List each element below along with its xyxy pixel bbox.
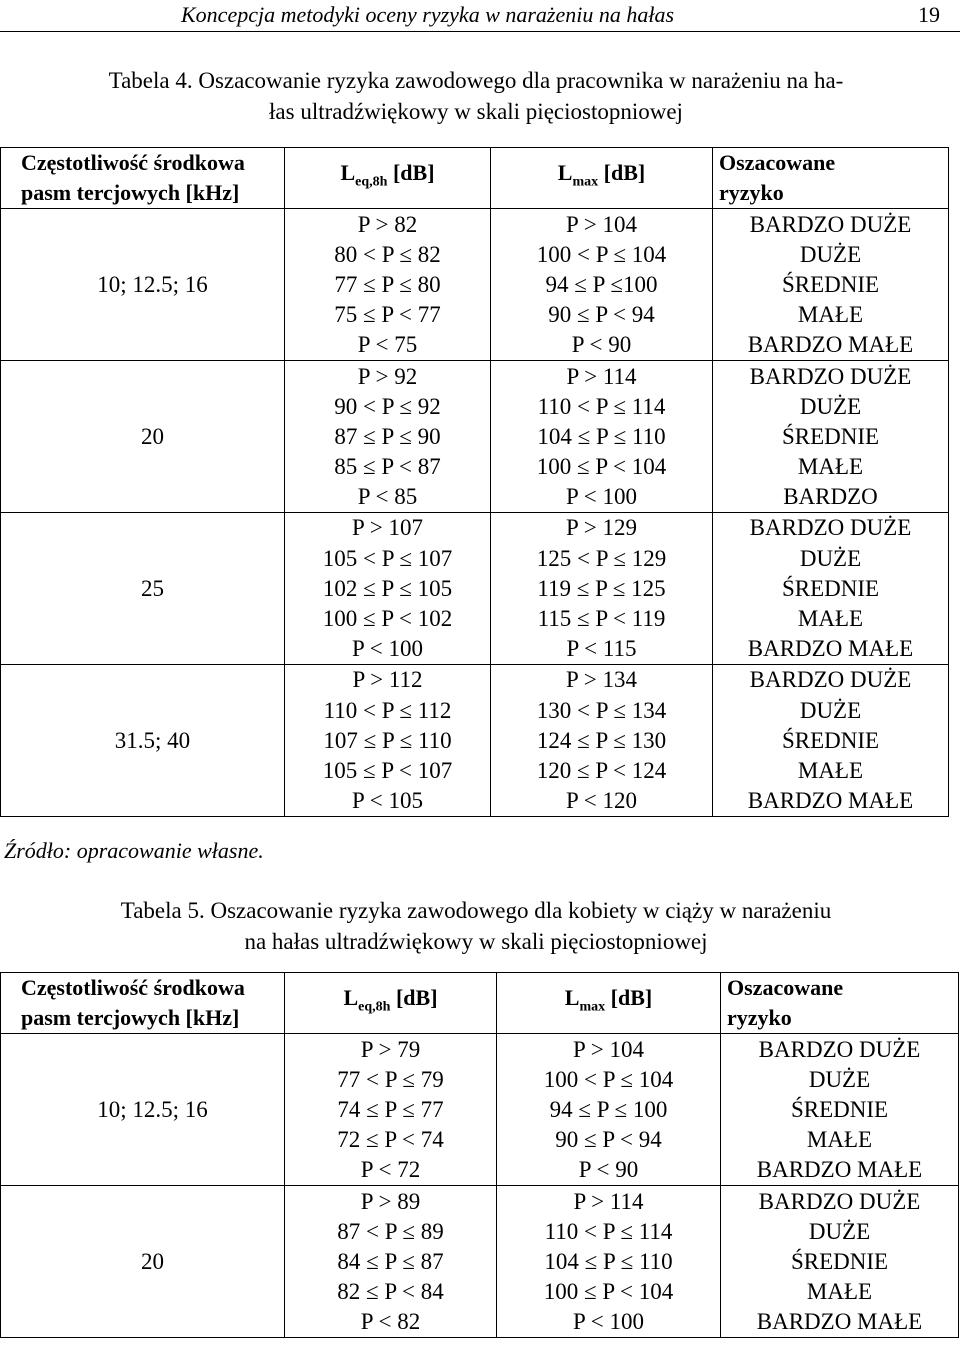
frequency-cell: 20 [1, 360, 285, 512]
header-frequency [1, 973, 285, 1034]
risk-cell: ŚREDNIE [721, 1246, 959, 1276]
header-lmax-subscript: max [579, 999, 606, 1015]
lmax-cell: 110 < P ≤ 114 [491, 391, 713, 421]
running-header [0, 0, 960, 32]
header-lmax-unit: [dB] [598, 160, 646, 186]
leq-cell: 72 ≤ P < 74 [285, 1125, 497, 1155]
lmax-cell: P < 90 [491, 330, 713, 361]
table5 [0, 972, 959, 1338]
risk-cell: DUŻE [721, 1216, 959, 1246]
leq-cell: 105 < P ≤ 107 [285, 543, 491, 573]
leq-cell: 100 ≤ P < 102 [285, 603, 491, 633]
risk-cell: DUŻE [713, 391, 949, 421]
risk-cell: BARDZO MAŁE [713, 330, 949, 361]
leq-cell: P > 107 [285, 512, 491, 543]
leq-cell: P < 75 [285, 330, 491, 361]
lmax-cell: 124 ≤ P ≤ 130 [491, 725, 713, 755]
lmax-cell: 94 ≤ P ≤100 [491, 269, 713, 299]
lmax-cell: P > 114 [491, 360, 713, 391]
lmax-cell: 100 ≤ P < 104 [497, 1277, 721, 1307]
leq-cell: P > 112 [285, 664, 491, 695]
header-frequency-line1: Częstotliwość środkowa [21, 150, 245, 175]
leq-cell: 102 ≤ P ≤ 105 [285, 573, 491, 603]
lmax-cell: P < 120 [491, 786, 713, 817]
table5-body [1, 973, 959, 1338]
risk-cell: MAŁE [713, 452, 949, 482]
lmax-cell: 130 < P ≤ 134 [491, 695, 713, 725]
risk-cell: ŚREDNIE [713, 725, 949, 755]
header-leq [285, 148, 491, 209]
table5-caption-line2: na hałas ultradźwiękowy w skali pięciostopniowej [244, 929, 708, 954]
header-leq-unit: [dB] [387, 160, 435, 186]
header-risk [713, 148, 949, 209]
leq-cell: P < 82 [285, 1307, 497, 1338]
leq-cell: 74 ≤ P ≤ 77 [285, 1094, 497, 1124]
lmax-cell: 120 ≤ P < 124 [491, 755, 713, 785]
header-lmax-symbol: L [564, 985, 580, 1011]
risk-cell: MAŁE [713, 755, 949, 785]
leq-cell: 105 ≤ P < 107 [285, 755, 491, 785]
leq-cell: 75 ≤ P < 77 [285, 300, 491, 330]
table4-body [1, 148, 949, 817]
table5-caption [16, 895, 936, 957]
lmax-cell: 100 < P ≤ 104 [497, 1064, 721, 1094]
header-frequency-line2: pasm tercjowych [kHz] [21, 180, 240, 205]
header-leq-subscript: eq,8h [355, 174, 388, 190]
header-leq-symbol: L [343, 985, 359, 1011]
header-risk [721, 973, 959, 1034]
leq-cell: P > 92 [285, 360, 491, 391]
risk-cell: BARDZO DUŻE [713, 360, 949, 391]
risk-cell: BARDZO MAŁE [721, 1307, 959, 1338]
leq-cell: 84 ≤ P ≤ 87 [285, 1246, 497, 1276]
header-leq [285, 973, 497, 1034]
leq-cell: 107 ≤ P ≤ 110 [285, 725, 491, 755]
page-number: 19 [918, 2, 940, 27]
frequency-cell: 10; 12.5; 16 [1, 209, 285, 361]
risk-cell: DUŻE [721, 1064, 959, 1094]
frequency-cell: 25 [1, 512, 285, 664]
leq-cell: 87 ≤ P ≤ 90 [285, 421, 491, 451]
leq-cell: P < 100 [285, 634, 491, 665]
lmax-cell: P > 104 [491, 209, 713, 240]
risk-cell: ŚREDNIE [713, 573, 949, 603]
risk-cell: DUŻE [713, 695, 949, 725]
risk-cell: ŚREDNIE [721, 1094, 959, 1124]
leq-cell: P > 79 [285, 1034, 497, 1065]
leq-cell: 87 < P ≤ 89 [285, 1216, 497, 1246]
lmax-cell: 125 < P ≤ 129 [491, 543, 713, 573]
frequency-cell: 20 [1, 1185, 285, 1337]
risk-cell: MAŁE [721, 1277, 959, 1307]
risk-cell: MAŁE [713, 603, 949, 633]
leq-cell: 80 < P ≤ 82 [285, 239, 491, 269]
risk-cell: BARDZO MAŁE [713, 786, 949, 817]
lmax-cell: P > 104 [497, 1034, 721, 1065]
leq-cell: P < 85 [285, 482, 491, 513]
table-row [1, 1185, 959, 1216]
risk-cell: MAŁE [713, 300, 949, 330]
risk-cell: BARDZO DUŻE [713, 512, 949, 543]
risk-cell: BARDZO DUŻE [713, 664, 949, 695]
header-risk-line1: Oszacowane [727, 975, 844, 1000]
lmax-cell: P > 134 [491, 664, 713, 695]
table-row [1, 1034, 959, 1065]
lmax-cell: 115 ≤ P < 119 [491, 603, 713, 633]
leq-cell: P < 72 [285, 1155, 497, 1186]
table4-caption-line2: łas ultradźwiękowy w skali pięciostopniowej [269, 99, 683, 124]
lmax-cell: 110 < P ≤ 114 [497, 1216, 721, 1246]
lmax-cell: 104 ≤ P ≤ 110 [491, 421, 713, 451]
lmax-cell: 100 < P ≤ 104 [491, 239, 713, 269]
header-risk-line2: ryzyko [719, 180, 784, 205]
lmax-cell: 90 ≤ P < 94 [491, 300, 713, 330]
risk-cell: DUŻE [713, 543, 949, 573]
risk-cell: BARDZO DUŻE [713, 209, 949, 240]
table4 [0, 147, 949, 817]
lmax-cell: 100 ≤ P < 104 [491, 452, 713, 482]
header-leq-unit: [dB] [390, 985, 438, 1011]
leq-cell: 77 < P ≤ 79 [285, 1064, 497, 1094]
table4-caption-line1: Tabela 4. Oszacowanie ryzyka zawodowego dla pracownika w narażeniu na ha- [108, 68, 844, 93]
lmax-cell: P < 90 [497, 1155, 721, 1186]
table-row [1, 512, 949, 543]
risk-cell: DUŻE [713, 239, 949, 269]
risk-cell: BARDZO MAŁE [721, 1155, 959, 1186]
header-lmax-unit: [dB] [605, 985, 653, 1011]
lmax-cell: P < 115 [491, 634, 713, 665]
header-row [1, 973, 959, 1034]
leq-cell: 90 < P ≤ 92 [285, 391, 491, 421]
risk-cell: BARDZO DUŻE [721, 1185, 959, 1216]
table5-caption-line1: Tabela 5. Oszacowanie ryzyka zawodowego dla kobiety w ciąży w narażeniu [120, 898, 832, 923]
risk-cell: ŚREDNIE [713, 421, 949, 451]
leq-cell: P < 105 [285, 786, 491, 817]
risk-cell: MAŁE [721, 1125, 959, 1155]
lmax-cell: P < 100 [497, 1307, 721, 1338]
risk-cell: ŚREDNIE [713, 269, 949, 299]
header-leq-subscript: eq,8h [358, 999, 391, 1015]
lmax-cell: 94 ≤ P ≤ 100 [497, 1094, 721, 1124]
frequency-cell: 10; 12.5; 16 [1, 1034, 285, 1186]
header-risk-line2: ryzyko [727, 1005, 792, 1030]
leq-cell: 110 < P ≤ 112 [285, 695, 491, 725]
lmax-cell: 119 ≤ P ≤ 125 [491, 573, 713, 603]
leq-cell: 77 ≤ P ≤ 80 [285, 269, 491, 299]
source-note: Źródło: opracowanie własne. [4, 838, 264, 863]
header-frequency-line2: pasm tercjowych [kHz] [21, 1005, 240, 1030]
header-leq-symbol: L [340, 160, 356, 186]
lmax-cell: 90 ≤ P < 94 [497, 1125, 721, 1155]
lmax-cell: P > 129 [491, 512, 713, 543]
header-lmax-subscript: max [572, 174, 599, 190]
leq-cell: 82 ≤ P < 84 [285, 1277, 497, 1307]
table-row [1, 360, 949, 391]
header-row [1, 148, 949, 209]
risk-cell: BARDZO DUŻE [721, 1034, 959, 1065]
table4-caption [16, 65, 936, 127]
running-title: Koncepcja metodyki oceny ryzyka w narażeniu na hałas [181, 2, 675, 27]
table-row [1, 664, 949, 695]
leq-cell: 85 ≤ P < 87 [285, 452, 491, 482]
header-lmax [497, 973, 721, 1034]
table-row [1, 209, 949, 240]
header-frequency-line1: Częstotliwość środkowa [21, 975, 245, 1000]
header-frequency [1, 148, 285, 209]
frequency-cell: 31.5; 40 [1, 664, 285, 816]
lmax-cell: P > 114 [497, 1185, 721, 1216]
lmax-cell: P < 100 [491, 482, 713, 513]
leq-cell: P > 89 [285, 1185, 497, 1216]
risk-cell: BARDZO MAŁE [713, 634, 949, 665]
header-lmax [491, 148, 713, 209]
lmax-cell: 104 ≤ P ≤ 110 [497, 1246, 721, 1276]
header-lmax-symbol: L [557, 160, 573, 186]
risk-cell: BARDZO [713, 482, 949, 513]
leq-cell: P > 82 [285, 209, 491, 240]
header-risk-line1: Oszacowane [719, 150, 836, 175]
